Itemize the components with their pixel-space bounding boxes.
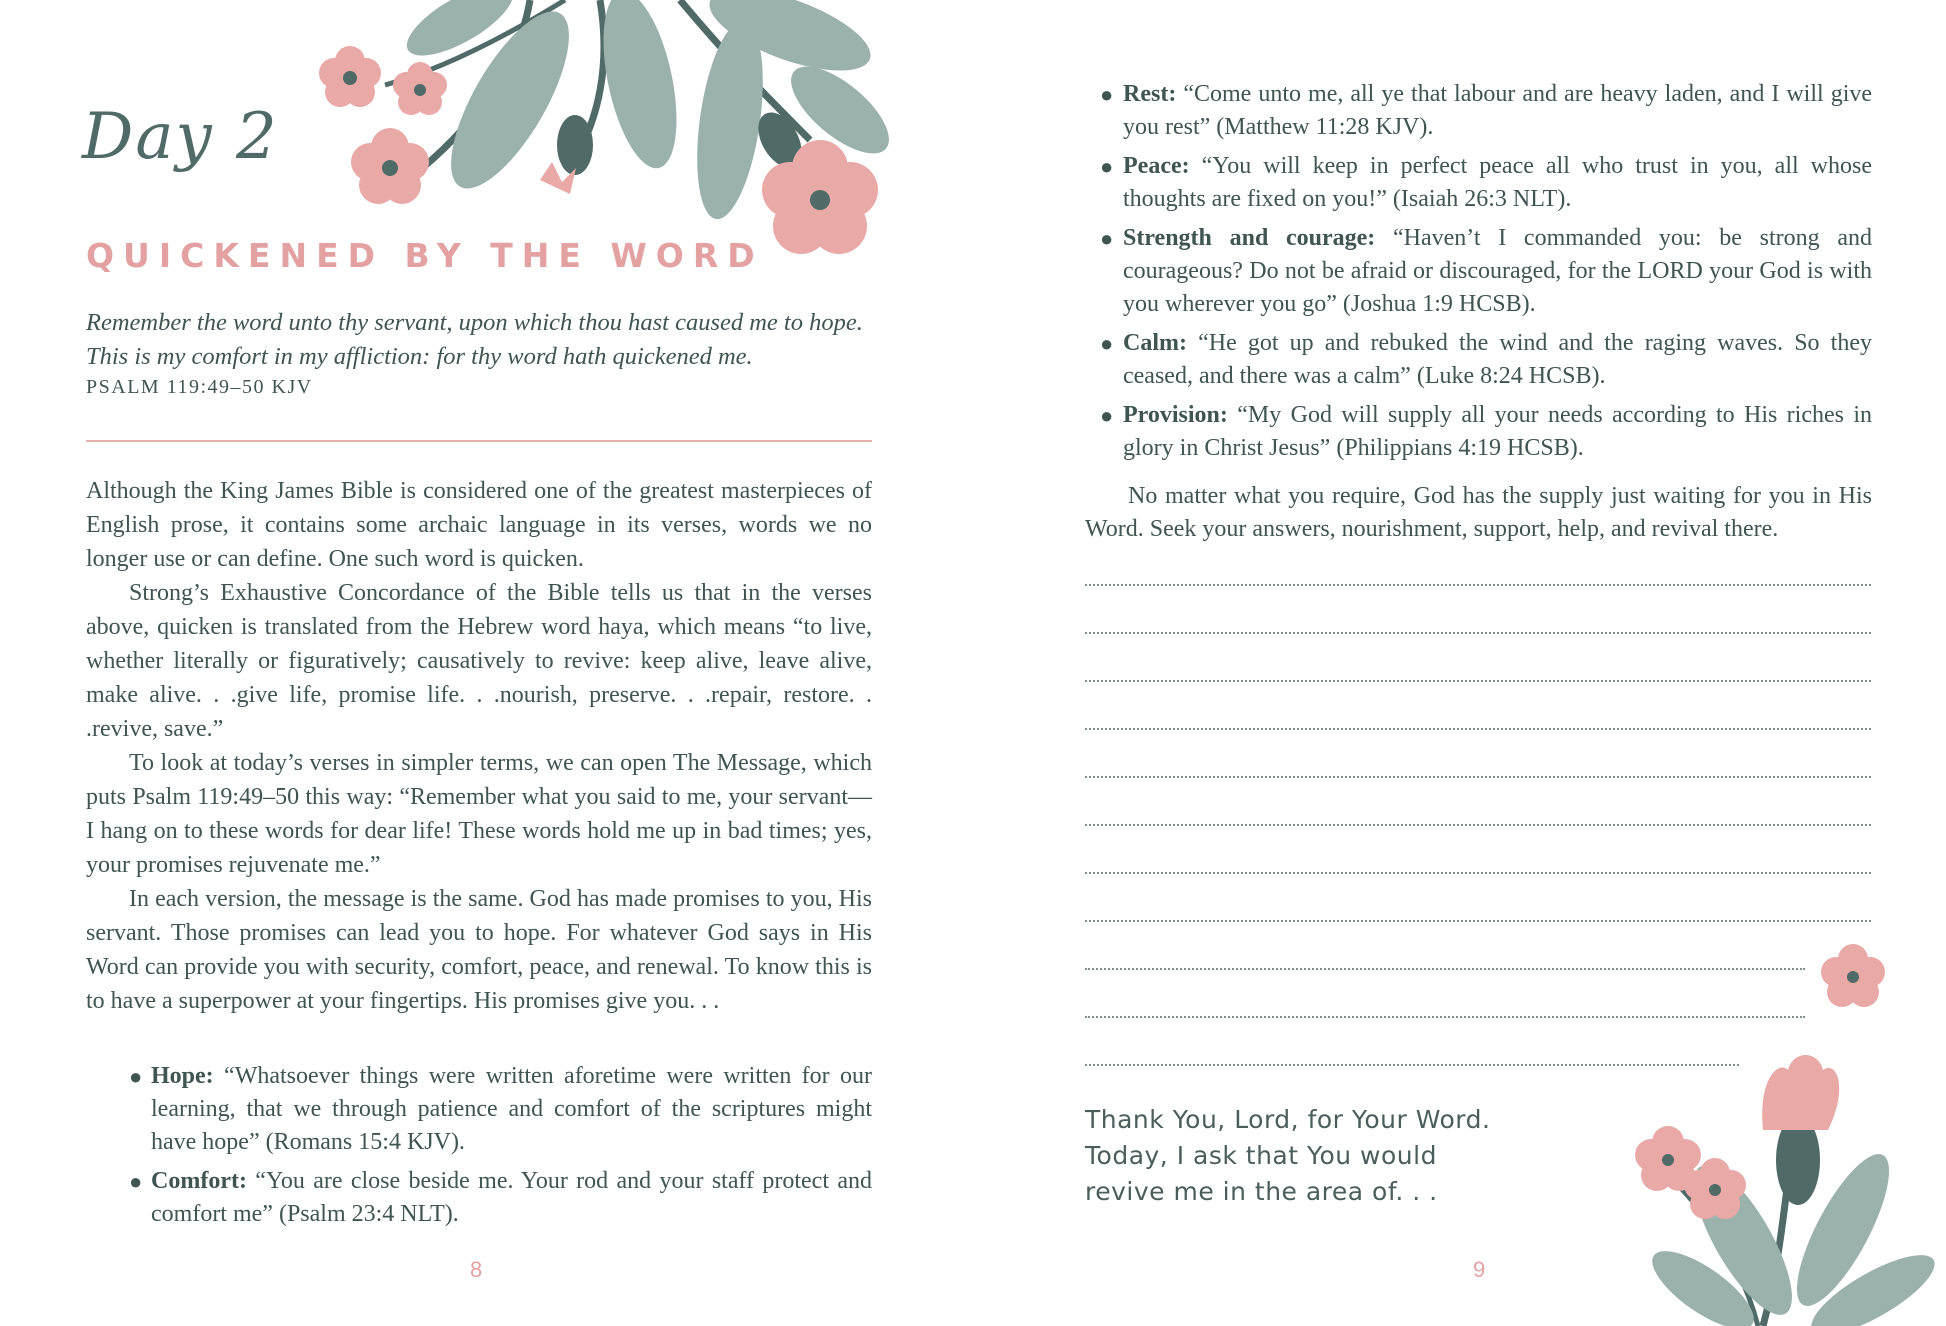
bullet-term: Strength and courage: xyxy=(1123,225,1376,251)
writing-line[interactable] xyxy=(1085,824,1871,826)
epigraph-reference: PSALM 119:49–50 KJV xyxy=(86,376,313,398)
promise-list-left xyxy=(86,1060,872,1237)
day-heading: Day 2 xyxy=(82,100,279,174)
bullet-dot-icon: ● xyxy=(1100,226,1114,251)
writing-line[interactable] xyxy=(1085,872,1871,874)
bullet-text: “Haven’t I commanded you: be strong and courageous? Do not be afraid or discouraged, for the LORD your God is with you wherever you go” (Joshua 1:9 HCSB). xyxy=(1123,225,1872,317)
bullet-dot-icon: ● xyxy=(1100,82,1114,107)
writing-line[interactable] xyxy=(1085,584,1871,586)
prayer-prompt: Thank You, Lord, for Your Word. Today, I ask that You would revive me in the area of. . . xyxy=(1085,1105,1491,1206)
writing-line[interactable] xyxy=(1085,728,1871,730)
list-item xyxy=(86,1060,872,1159)
bullet-term: Comfort: xyxy=(151,1168,247,1194)
bullet-dot-icon: ● xyxy=(129,1169,143,1194)
page-number: 8 xyxy=(470,1257,483,1282)
writing-line[interactable] xyxy=(1085,632,1871,634)
small-flower-illustration xyxy=(1813,935,1893,1020)
chapter-title: QUICKENED BY THE WORD xyxy=(86,236,764,275)
bullet-term: Calm: xyxy=(1123,330,1187,356)
writing-line[interactable] xyxy=(1085,920,1871,922)
epigraph: Remember the word unto thy servant, upon which thou hast caused me to hope. This is my comfort in my affliction: for thy word hath quickened me. xyxy=(86,309,863,370)
bullet-term: Rest: xyxy=(1123,81,1177,107)
writing-line[interactable] xyxy=(1085,968,1805,970)
bullet-term: Hope: xyxy=(151,1063,214,1089)
bullet-text: “Whatsoever things were written aforetime were written for our learning, that we through patience and comfort of the scriptures might have hope” (Romans 15:4 KJV). xyxy=(151,1063,873,1155)
promise-list-right xyxy=(1085,78,1872,471)
right-page xyxy=(973,0,1946,1326)
bullet-text: “He got up and rebuked the wind and the raging waves. So they ceased, and there was a calm” (Luke 8:24 HCSB). xyxy=(1123,330,1872,389)
floral-top-illustration xyxy=(310,0,910,270)
writing-line[interactable] xyxy=(1085,680,1871,682)
list-item xyxy=(1085,327,1872,393)
body-paragraph: In each version, the message is the same. God has made promises to you, His servant. Those promises can lead you to hope. For whatever God says in His Word can provide you with security, comfort, peace, and renewal. To know this is to have a superpower at your fingertips. His promises give you. . . xyxy=(86,886,872,1014)
bullet-text: “You will keep in perfect peace all who trust in you, all whose thoughts are fixed on you!” (Isaiah 26:3 NLT). xyxy=(1123,153,1873,212)
list-item xyxy=(86,1165,872,1231)
writing-line[interactable] xyxy=(1085,776,1871,778)
bullet-text: “You are close beside me. Your rod and your staff protect and comfort me” (Psalm 23:4 NLT). xyxy=(151,1168,872,1227)
list-item xyxy=(1085,222,1872,321)
bullet-text: “My God will supply all your needs according to His riches in glory in Christ Jesus” (Philippians 4:19 HCSB). xyxy=(1123,402,1873,461)
body-paragraph: Strong’s Exhaustive Concordance of the Bible tells us that in the verses above, quicken is translated from the Hebrew word haya, which means “to live, whether literally or figuratively; causatively to revive: keep alive, leave alive, make alive. . .give life, promise life. . .nourish, preserve. . .repair, restore. . .revive, save.” xyxy=(86,580,872,742)
bullet-dot-icon: ● xyxy=(1100,154,1114,179)
bullet-term: Provision: xyxy=(1123,402,1228,428)
closing-paragraph: No matter what you require, God has the supply just waiting for you in His Word. Seek your answers, nourishment, support, help, and revival there. xyxy=(1085,483,1872,542)
bullet-term: Peace: xyxy=(1123,153,1190,179)
bullet-dot-icon: ● xyxy=(1100,403,1114,428)
floral-bottom-illustration xyxy=(1593,1040,1943,1326)
body-paragraph: To look at today’s verses in simpler terms, we can open The Message, which puts Psalm 119:49–50 this way: “Remember what you said to me, your servant—I hang on to these words for dear life! These words hold me up in bad times; yes, your promises rejuvenate me.” xyxy=(86,750,872,878)
bullet-text: “Come unto me, all ye that labour and are heavy laden, and I will give you rest” (Matthew 11:28 KJV). xyxy=(1123,81,1873,140)
list-item xyxy=(1085,150,1872,216)
body-paragraph: Although the King James Bible is considered one of the greatest masterpieces of English prose, it contains some archaic language in its verses, words we no longer use or can define. One such word is quicken. xyxy=(86,478,872,572)
list-item xyxy=(1085,78,1872,144)
list-item xyxy=(1085,399,1872,465)
writing-line[interactable] xyxy=(1085,1016,1805,1018)
bullet-dot-icon: ● xyxy=(129,1064,143,1089)
divider-rule xyxy=(86,440,872,442)
bullet-dot-icon: ● xyxy=(1100,331,1114,356)
body-text xyxy=(86,474,872,1018)
page-number: 9 xyxy=(1473,1257,1486,1282)
